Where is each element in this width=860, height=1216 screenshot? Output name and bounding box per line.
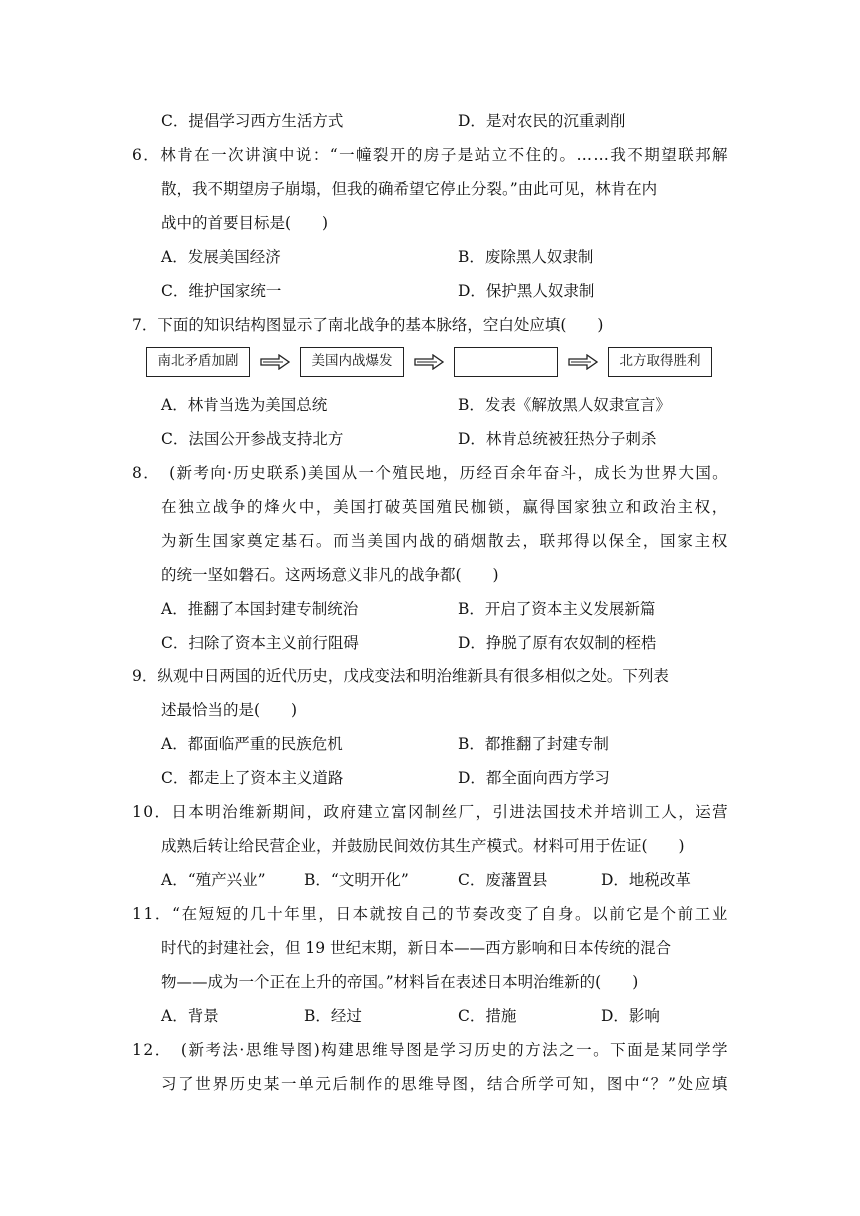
q6-option-b: B．废除黑人奴隶制 xyxy=(458,248,594,266)
q10-option-b: B．“文明开化” xyxy=(304,871,409,889)
q8-option-d: D．挣脱了原有农奴制的桎梏 xyxy=(458,634,657,652)
q11-option-c: C．措施 xyxy=(458,1007,517,1025)
q7-option-d: D．林肯总统被狂热分子刺杀 xyxy=(458,430,657,448)
q9-stem-line: 述最恰当的是( ) xyxy=(161,701,298,719)
flow-box-1: 南北矛盾加剧 xyxy=(146,347,250,377)
q11-option-d: D．影响 xyxy=(601,1007,660,1025)
q8-stem-line: 为新生国家奠定基石。而当美国内战的硝烟散去，联邦得以保全，国家主权 xyxy=(161,532,729,550)
q10-stem-line: 成熟后转让给民营企业，并鼓励民间效仿其生产模式。材料可用于佐证( ) xyxy=(161,837,685,855)
q11-option-b: B．经过 xyxy=(304,1007,362,1025)
q5-option-d: D．是对农民的沉重剥削 xyxy=(458,112,626,130)
q9-option-a: A．都面临严重的民族危机 xyxy=(161,735,343,753)
q6-stem-line: 战中的首要目标是( ) xyxy=(161,214,329,232)
q7-stem-line: 7．下面的知识结构图显示了南北战争的基本脉络，空白处应填( ) xyxy=(132,316,604,334)
q6-stem-line: 6．林肯在一次讲演中说：“一幢裂开的房子是站立不住的。……我不期望联邦解 xyxy=(132,146,729,164)
q10-option-c: C．废藩置县 xyxy=(458,871,548,889)
q6-stem-line: 散，我不期望房子崩塌，但我的确希望它停止分裂。”由此可见，林肯在内 xyxy=(161,180,658,198)
arrow-right-icon xyxy=(260,354,290,370)
q5-option-c: C．提倡学习西方生活方式 xyxy=(161,112,344,130)
q11-stem-line: 物——成为一个正在上升的帝国。”材料旨在表述日本明治维新的( ) xyxy=(161,973,639,991)
q8-option-c: C．扫除了资本主义前行阻碍 xyxy=(161,634,359,652)
q8-stem-line: 在独立战争的烽火中，美国打破英国殖民枷锁，赢得国家独立和政治主权， xyxy=(161,498,729,516)
q11-option-a: A．背景 xyxy=(161,1007,219,1025)
q9-option-b: B．都推翻了封建专制 xyxy=(458,735,609,753)
q7-flow-diagram xyxy=(146,347,726,379)
q6-option-d: D．保护黑人奴隶制 xyxy=(458,282,595,300)
q9-stem-line: 9．纵观中日两国的近代历史，戊戌变法和明治维新具有很多相似之处。下列表 xyxy=(132,667,669,685)
flow-box-2: 美国内战爆发 xyxy=(300,347,404,377)
arrow-right-icon xyxy=(414,354,444,370)
q12-stem-line: 12． (新考法·思维导图)构建思维导图是学习历史的方法之一。下面是某同学学 xyxy=(132,1041,729,1059)
q8-stem-line: 的统一坚如磐石。这两场意义非凡的战争都( ) xyxy=(161,566,499,584)
q7-option-b: B．发表《解放黑人奴隶宣言》 xyxy=(458,396,671,414)
arrow-right-icon xyxy=(568,354,598,370)
q9-option-d: D．都全面向西方学习 xyxy=(458,769,610,787)
q8-option-a: A．推翻了本国封建专制统治 xyxy=(161,600,359,618)
q8-option-b: B．开启了资本主义发展新篇 xyxy=(458,600,656,618)
q7-option-a: A．林肯当选为美国总统 xyxy=(161,396,328,414)
q9-option-c: C．都走上了资本主义道路 xyxy=(161,769,344,787)
q10-option-a: A．“殖产兴业” xyxy=(161,871,266,889)
q7-option-c: C．法国公开参战支持北方 xyxy=(161,430,344,448)
flow-box-4: 北方取得胜利 xyxy=(608,347,712,377)
q10-option-d: D．地税改革 xyxy=(601,871,691,889)
q6-option-c: C．维护国家统一 xyxy=(161,282,282,300)
q12-stem-line: 习了世界历史某一单元后制作的思维导图，结合所学可知，图中“？”处应填 xyxy=(161,1075,729,1093)
q11-stem-line: 时代的封建社会，但 19 世纪末期，新日本——西方影响和日本传统的混合 xyxy=(161,939,672,957)
flow-box-blank xyxy=(454,347,558,377)
q10-stem-line: 10．日本明治维新期间，政府建立富冈制丝厂，引进法国技术并培训工人，运营 xyxy=(132,803,729,821)
q11-stem-line: 11．“在短短的几十年里，日本就按自己的节奏改变了自身。以前它是个前工业 xyxy=(132,905,729,923)
q6-option-a: A．发展美国经济 xyxy=(161,248,281,266)
q8-stem-line: 8． (新考向·历史联系)美国从一个殖民地，历经百余年奋斗，成长为世界大国。 xyxy=(132,464,729,482)
